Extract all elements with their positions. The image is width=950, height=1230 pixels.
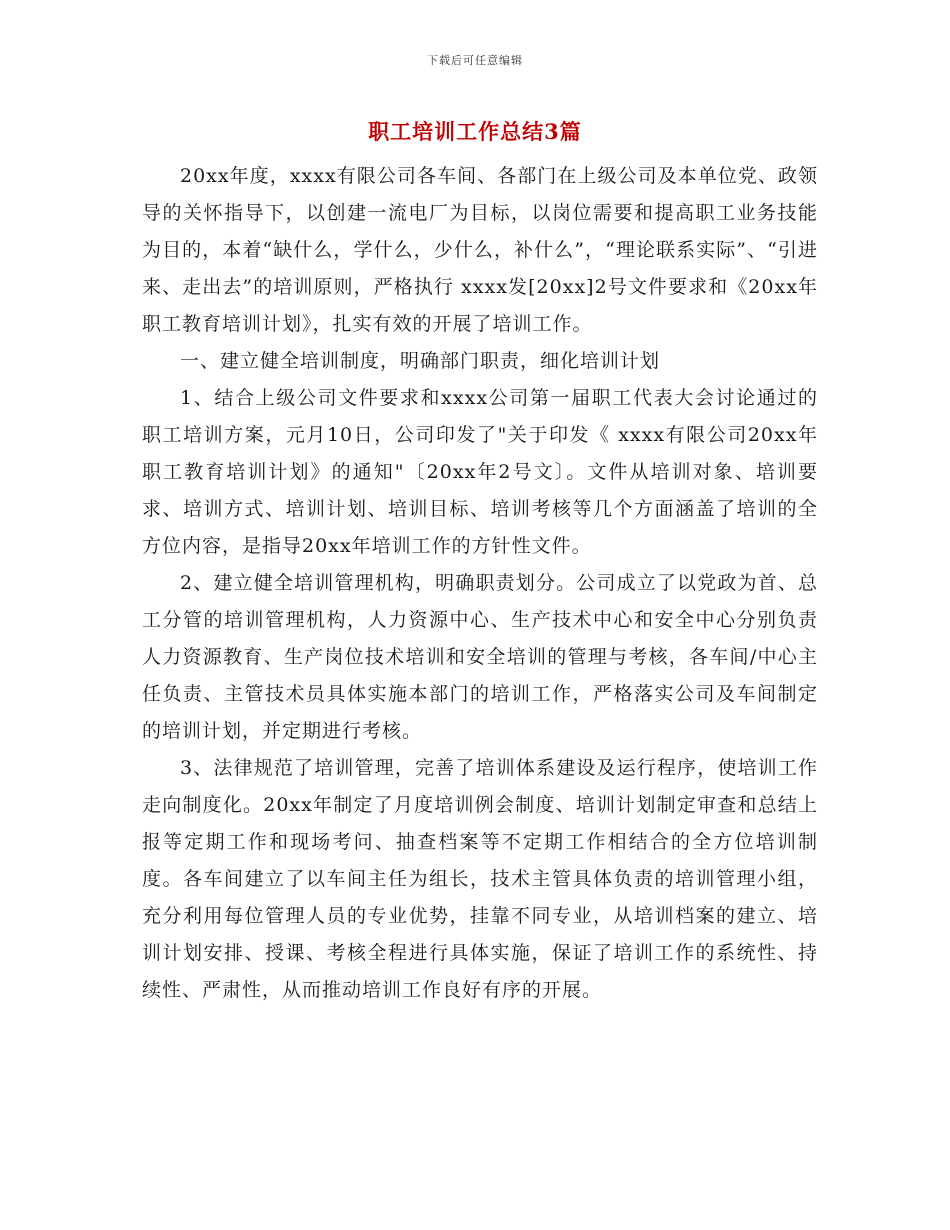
document-title: 职工培训工作总结3篇 [368, 119, 582, 144]
paragraph-intro: 20xx年度，xxxx有限公司各车间、各部门在上级公司及本单位党、政领导的关怀指导下，以创建一流电厂为目标，以岗位需要和提高职工业务技能为目的，本着“缺什么，学什么，少什么，补什么”，“理论联系实际”、“引进来、走出去”的培训原则，严格执行 xxxx发[20xx]2号文件要求和《20xx年职工教育培训计划》，扎实有效的开展了培训工作。 [142, 165, 818, 335]
page-header-note: 下载后可任意编辑 [427, 54, 523, 67]
paragraph-item-3: 3、法律规范了培训管理，完善了培训体系建设及运行程序，使培训工作走向制度化。20xx年制定了月度培训例会制度、培训计划制定审查和总结上报等定期工作和现场考问、抽查档案等不定期工作相结合的全方位培训制度。各车间建立了以车间主任为组长，技术主管具体负责的培训管理小组，充分利用每位管理人员的专业优势，挂靠不同专业，从培训档案的建立、培训计划安排、授课、考核全程进行具体实施，保证了培训工作的系统性、持续性、严肃性，从而推动培训工作良好有序的开展。 [142, 757, 818, 1001]
section-heading-1: 一、建立健全培训制度，明确部门职责，细化培训计划 [180, 350, 661, 372]
paragraph-item-2: 2、建立健全培训管理机构，明确职责划分。公司成立了以党政为首、总工分管的培训管理机构，人力资源中心、生产技术中心和安全中心分别负责人力资源教育、生产岗位技术培训和安全培训的管理与考核，各车间/中心主任负责、主管技术员具体实施本部门的培训工作，严格落实公司及车间制定的培训计划，并定期进行考核。 [142, 572, 818, 742]
paragraph-item-1: 1、结合上级公司文件要求和xxxx公司第一届职工代表大会讨论通过的职工培训方案，元月10日，公司印发了"关于印发《 xxxx有限公司20xx年职工教育培训计划》的通知"〔20xx年2号文〕。文件从培训对象、培训要求、培训方式、培训计划、培训目标、培训考核等几个方面涵盖了培训的全方位内容，是指导20xx年培训工作的方针性文件。 [142, 387, 818, 557]
document-body [142, 158, 818, 1009]
